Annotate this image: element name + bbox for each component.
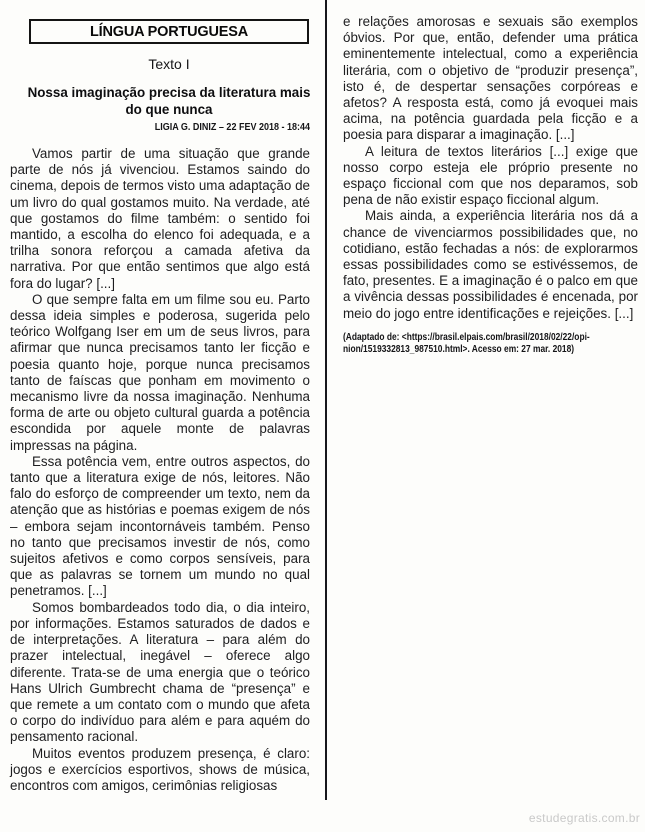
paragraph: Muitos eventos produzem presença, é claro: jogos e exercícios esportivos, shows de música, encontros com amigos, cerimônias religiosas <box>10 745 310 793</box>
paragraph: A leitura de textos literários [...] exige que nosso corpo esteja ele próprio presente no espaço ficcional com que nos deparamos, sob pena de não existir espaço ficcional algum. <box>343 143 638 208</box>
subject-header-label: LÍNGUA PORTUGUESA <box>90 23 248 40</box>
source-citation-line: nion/1519332813_987510.html>. Acesso em: 27 mar. 2018) <box>343 343 575 355</box>
source-citation-line: (Adaptado de: <https://brasil.elpais.com/brasil/2018/02/22/opi- <box>343 331 590 343</box>
paragraph: Vamos partir de uma situação que grande parte de nós já vivenciou. Estamos saindo do cinema, depois de termos visto uma adaptação de um livro do qual gostamos muito. Na verdade, até que gostamos do filme também: o sentido foi mantido, a escolha do elenco foi adequada, e a trilha sonora reforçou a camada afetiva da narrativa. Por que então sentimos que algo está fora do lugar? [...] <box>10 146 310 291</box>
source-citation <box>343 332 591 356</box>
article-title: Nossa imaginação precisa da literatura mais do que nunca <box>27 85 311 117</box>
paragraph: Somos bombardeados todo dia, o dia inteiro, por informações. Estamos saturados de dados e de interpretações. A literatura – para além do prazer intelectual, inegável – oferece algo diferente. Trata-se de uma energia que o teórico Hans Ulrich Gumbrecht chama de “presença” e que remete a um contato com o mundo que afeta o corpo do indivíduo para além e para aquém do pensamento racional. <box>10 599 310 745</box>
right-column <box>343 14 638 356</box>
paragraph: Mais ainda, a experiência literária nos dá a chance de vivenciarmos possibilidades que, no cotidiano, estão fechadas a nós: de explorarmos essas possibilidades como se estivéssemos, de fato, presentes. E a imaginação é o palco em que a vivência dessas possibilidades é encenada, por meio do jogo entre identificações e rejeições. [...] <box>343 208 638 321</box>
left-column <box>10 146 310 794</box>
subject-header <box>29 19 309 44</box>
paragraph: O que sempre falta em um filme sou eu. Parto dessa ideia simples e poderosa, sugerida pelo teórico Wolfgang Iser em um de seus livros, para afirmar que nunca precisamos tanto ler ficção e poesia quanto hoje, porque nunca precisamos tanto de faíscas que ponham em movimento o mecanismo livre da nossa imaginação. Nenhuma forma de arte ou objeto cultural guarda a potência escondida por aquele monte de palavras impressas na página. <box>10 291 310 453</box>
column-divider <box>325 0 327 800</box>
paragraph: e relações amorosas e sexuais são exemplos óbvios. Por que, então, defender uma prática eminentemente intelectual, como a experiência literária, com o objetivo de “produzir presença”, isto é, de despertar sensações corpóreas e afetos? A resposta está, como já evoquei mais acima, na potência guardada pela ficção e a poesia para disparar a imaginação. [...] <box>343 14 638 143</box>
paragraph: Essa potência vem, entre outros aspectos, do tanto que a literatura exige de nós, leitores. Não falo do esforço de compreender um texto, nem da atenção que as histórias e poemas exigem de nós – embora sejam incontornáveis também. Penso no tanto que precisamos investir de nós, como sujeitos afetivos e como corpos sensíveis, para que as palavras se tornem um mundo no qual penetramos. [...] <box>10 453 310 599</box>
text-label: Texto I <box>148 56 190 72</box>
byline: LIGIA G. DINIZ – 22 FEV 2018 - 18:44 <box>154 122 310 133</box>
watermark: estudegratis.com.br <box>528 811 640 825</box>
